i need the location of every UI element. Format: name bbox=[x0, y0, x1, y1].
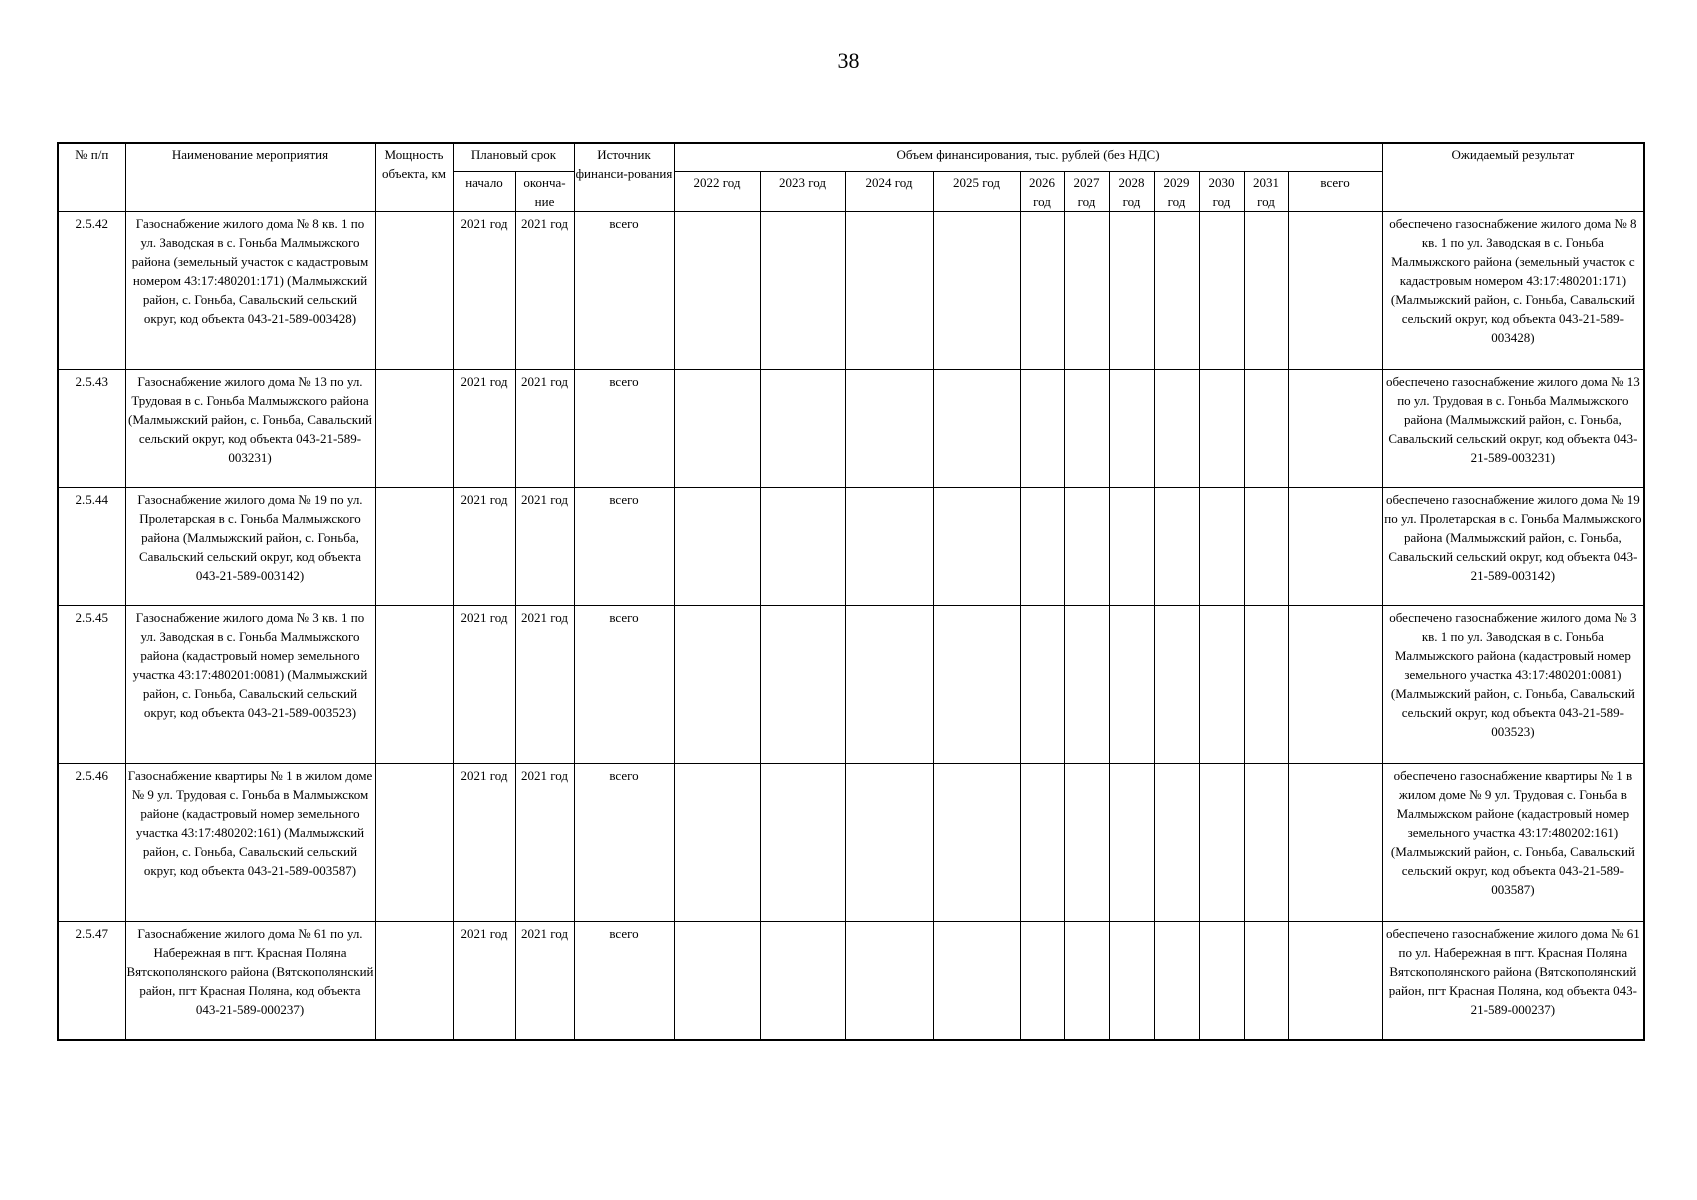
cell-funding bbox=[1064, 605, 1109, 763]
cell-name: Газоснабжение жилого дома № 13 по ул. Трудовая в с. Гоньба Малмыжского района (Малмыжский район, с. Гоньба, Савальский сельский округ, код объекта 043-21-589-003231) bbox=[125, 369, 375, 487]
cell-funding bbox=[1244, 921, 1288, 1040]
cell-funding bbox=[674, 487, 760, 605]
cell-funding bbox=[845, 763, 933, 921]
cell-funding bbox=[760, 369, 845, 487]
header-name: Наименование мероприятия bbox=[125, 143, 375, 211]
cell-funding bbox=[1064, 211, 1109, 369]
cell-source: всего bbox=[574, 211, 674, 369]
cell-funding bbox=[1288, 487, 1382, 605]
header-funding: Объем финансирования, тыс. рублей (без НДС) bbox=[674, 143, 1382, 171]
cell-source: всего bbox=[574, 763, 674, 921]
cell-start: 2021 год bbox=[453, 605, 515, 763]
cell-funding bbox=[1020, 487, 1064, 605]
cell-funding bbox=[1154, 211, 1199, 369]
cell-funding bbox=[1109, 369, 1154, 487]
cell-source: всего bbox=[574, 487, 674, 605]
cell-end: 2021 год bbox=[515, 487, 574, 605]
cell-name: Газоснабжение жилого дома № 19 по ул. Пролетарская в с. Гоньба Малмыжского района (Малмыжский район, с. Гоньба, Савальский сельский округ, код объекта 043-21-589-003142) bbox=[125, 487, 375, 605]
cell-funding bbox=[1154, 369, 1199, 487]
cell-start: 2021 год bbox=[453, 211, 515, 369]
cell-funding bbox=[933, 211, 1020, 369]
header-num: № п/п bbox=[58, 143, 125, 211]
cell-funding bbox=[1154, 763, 1199, 921]
cell-funding bbox=[933, 369, 1020, 487]
cell-funding bbox=[1109, 487, 1154, 605]
cell-end: 2021 год bbox=[515, 921, 574, 1040]
cell-funding bbox=[1064, 921, 1109, 1040]
cell-start: 2021 год bbox=[453, 763, 515, 921]
cell-num: 2.5.47 bbox=[58, 921, 125, 1040]
header-year: 2026 год bbox=[1020, 171, 1064, 211]
cell-funding bbox=[1064, 763, 1109, 921]
cell-funding bbox=[1020, 369, 1064, 487]
cell-funding bbox=[1288, 763, 1382, 921]
header-year: 2028 год bbox=[1109, 171, 1154, 211]
table-body bbox=[58, 211, 1644, 1040]
cell-name: Газоснабжение жилого дома № 3 кв. 1 по ул. Заводская в с. Гоньба Малмыжского района (кадастровый номер земельного участка 43:17:480201:0081) (Малмыжский район, с. Гоньба, Савальский сельский округ, код объекта 043-21-589-003523) bbox=[125, 605, 375, 763]
cell-funding bbox=[933, 487, 1020, 605]
cell-funding bbox=[1244, 369, 1288, 487]
header-start: начало bbox=[453, 171, 515, 211]
cell-funding bbox=[1064, 369, 1109, 487]
cell-capacity bbox=[375, 921, 453, 1040]
header-end: оконча-ние bbox=[515, 171, 574, 211]
header-year: 2031 год bbox=[1244, 171, 1288, 211]
cell-funding bbox=[1244, 763, 1288, 921]
table-row bbox=[58, 211, 1644, 369]
cell-funding bbox=[845, 921, 933, 1040]
cell-capacity bbox=[375, 487, 453, 605]
cell-funding bbox=[1244, 605, 1288, 763]
cell-funding bbox=[1288, 921, 1382, 1040]
cell-funding bbox=[1154, 487, 1199, 605]
header-result: Ожидаемый результат bbox=[1382, 143, 1644, 211]
cell-funding bbox=[760, 605, 845, 763]
cell-funding bbox=[1020, 921, 1064, 1040]
cell-start: 2021 год bbox=[453, 921, 515, 1040]
cell-funding bbox=[1154, 605, 1199, 763]
cell-funding bbox=[1288, 369, 1382, 487]
table-row bbox=[58, 369, 1644, 487]
cell-funding bbox=[845, 605, 933, 763]
cell-funding bbox=[674, 763, 760, 921]
cell-capacity bbox=[375, 605, 453, 763]
cell-source: всего bbox=[574, 369, 674, 487]
cell-funding bbox=[933, 605, 1020, 763]
cell-funding bbox=[1020, 763, 1064, 921]
cell-result: обеспечено газоснабжение жилого дома № 3 кв. 1 по ул. Заводская в с. Гоньба Малмыжского района (кадастровый номер земельного участка 43:17:480201:0081) (Малмыжский район, с. Гоньба, Савальский сельский округ, код объекта 043-21-589-003523) bbox=[1382, 605, 1644, 763]
cell-capacity bbox=[375, 369, 453, 487]
cell-funding bbox=[1244, 211, 1288, 369]
cell-funding bbox=[674, 921, 760, 1040]
cell-funding bbox=[1288, 605, 1382, 763]
cell-name: Газоснабжение жилого дома № 61 по ул. Набережная в пгт. Красная Поляна Вятскополянского района (Вятскополянский район, пгт Красная Поляна, код объекта 043-21-589-000237) bbox=[125, 921, 375, 1040]
cell-result: обеспечено газоснабжение жилого дома № 13 по ул. Трудовая в с. Гоньба Малмыжского района (Малмыжский район, с. Гоньба, Савальский сельский округ, код объекта 043-21-589-003231) bbox=[1382, 369, 1644, 487]
page-number: 38 bbox=[837, 48, 860, 73]
cell-funding bbox=[1109, 605, 1154, 763]
cell-funding bbox=[933, 921, 1020, 1040]
cell-start: 2021 год bbox=[453, 487, 515, 605]
funding-table bbox=[57, 142, 1645, 1041]
header-year: 2029 год bbox=[1154, 171, 1199, 211]
cell-funding bbox=[1109, 211, 1154, 369]
cell-funding bbox=[760, 211, 845, 369]
table-row bbox=[58, 921, 1644, 1040]
cell-end: 2021 год bbox=[515, 369, 574, 487]
cell-funding bbox=[674, 211, 760, 369]
cell-end: 2021 год bbox=[515, 605, 574, 763]
cell-funding bbox=[1154, 921, 1199, 1040]
cell-result: обеспечено газоснабжение жилого дома № 19 по ул. Пролетарская в с. Гоньба Малмыжского района (Малмыжский район, с. Гоньба, Савальский сельский округ, код объекта 043-21-589-003142) bbox=[1382, 487, 1644, 605]
cell-funding bbox=[1199, 605, 1244, 763]
cell-start: 2021 год bbox=[453, 369, 515, 487]
header-year: 2027 год bbox=[1064, 171, 1109, 211]
cell-funding bbox=[1244, 487, 1288, 605]
header-year: 2024 год bbox=[845, 171, 933, 211]
header-source: Источник финанси-рования bbox=[574, 143, 674, 211]
cell-funding bbox=[845, 487, 933, 605]
cell-capacity bbox=[375, 211, 453, 369]
cell-funding bbox=[845, 211, 933, 369]
cell-funding bbox=[1020, 605, 1064, 763]
cell-name: Газоснабжение жилого дома № 8 кв. 1 по ул. Заводская в с. Гоньба Малмыжского района (земельный участок с кадастровым номером 43:17:480201:171) (Малмыжский район, с. Гоньба, Савальский сельский округ, код объекта 043-21-589-003428) bbox=[125, 211, 375, 369]
header-capacity: Мощность объекта, км bbox=[375, 143, 453, 211]
cell-funding bbox=[1109, 763, 1154, 921]
cell-end: 2021 год bbox=[515, 211, 574, 369]
cell-capacity bbox=[375, 763, 453, 921]
cell-end: 2021 год bbox=[515, 763, 574, 921]
header-total: всего bbox=[1288, 171, 1382, 211]
cell-funding bbox=[1199, 369, 1244, 487]
table-row bbox=[58, 605, 1644, 763]
cell-funding bbox=[760, 921, 845, 1040]
header-year: 2023 год bbox=[760, 171, 845, 211]
cell-funding bbox=[1199, 487, 1244, 605]
cell-funding bbox=[674, 369, 760, 487]
cell-funding bbox=[1109, 921, 1154, 1040]
cell-funding bbox=[674, 605, 760, 763]
cell-name: Газоснабжение квартиры № 1 в жилом доме № 9 ул. Трудовая с. Гоньба в Малмыжском районе (кадастровый номер земельного участка 43:17:480202:161) (Малмыжский район, с. Гоньба, Савальский сельский округ, код объекта 043-21-589-003587) bbox=[125, 763, 375, 921]
cell-funding bbox=[1199, 211, 1244, 369]
cell-funding bbox=[760, 763, 845, 921]
cell-funding bbox=[845, 369, 933, 487]
cell-funding bbox=[1020, 211, 1064, 369]
cell-num: 2.5.45 bbox=[58, 605, 125, 763]
cell-num: 2.5.46 bbox=[58, 763, 125, 921]
header-plan-term: Плановый срок bbox=[453, 143, 574, 171]
table-row bbox=[58, 763, 1644, 921]
cell-source: всего bbox=[574, 605, 674, 763]
cell-result: обеспечено газоснабжение жилого дома № 8 кв. 1 по ул. Заводская в с. Гоньба Малмыжского района (земельный участок с кадастровым номером 43:17:480201:171) (Малмыжский район, с. Гоньба, Савальский сельский округ, код объекта 043-21-589-003428) bbox=[1382, 211, 1644, 369]
cell-funding bbox=[933, 763, 1020, 921]
cell-source: всего bbox=[574, 921, 674, 1040]
cell-funding bbox=[760, 487, 845, 605]
cell-num: 2.5.42 bbox=[58, 211, 125, 369]
cell-funding bbox=[1199, 921, 1244, 1040]
header-year: 2022 год bbox=[674, 171, 760, 211]
table-header bbox=[58, 143, 1644, 211]
cell-funding bbox=[1064, 487, 1109, 605]
table-row bbox=[58, 487, 1644, 605]
cell-funding bbox=[1199, 763, 1244, 921]
cell-result: обеспечено газоснабжение жилого дома № 61 по ул. Набережная в пгт. Красная Поляна Вятскополянского района (Вятскополянский район, пгт Красная Поляна, код объекта 043-21-589-000237) bbox=[1382, 921, 1644, 1040]
cell-num: 2.5.44 bbox=[58, 487, 125, 605]
cell-result: обеспечено газоснабжение квартиры № 1 в жилом доме № 9 ул. Трудовая с. Гоньба в Малмыжском районе (кадастровый номер земельного участка 43:17:480202:161) (Малмыжский район, с. Гоньба, Савальский сельский округ, код объекта 043-21-589-003587) bbox=[1382, 763, 1644, 921]
header-year: 2025 год bbox=[933, 171, 1020, 211]
header-year: 2030 год bbox=[1199, 171, 1244, 211]
cell-num: 2.5.43 bbox=[58, 369, 125, 487]
cell-funding bbox=[1288, 211, 1382, 369]
